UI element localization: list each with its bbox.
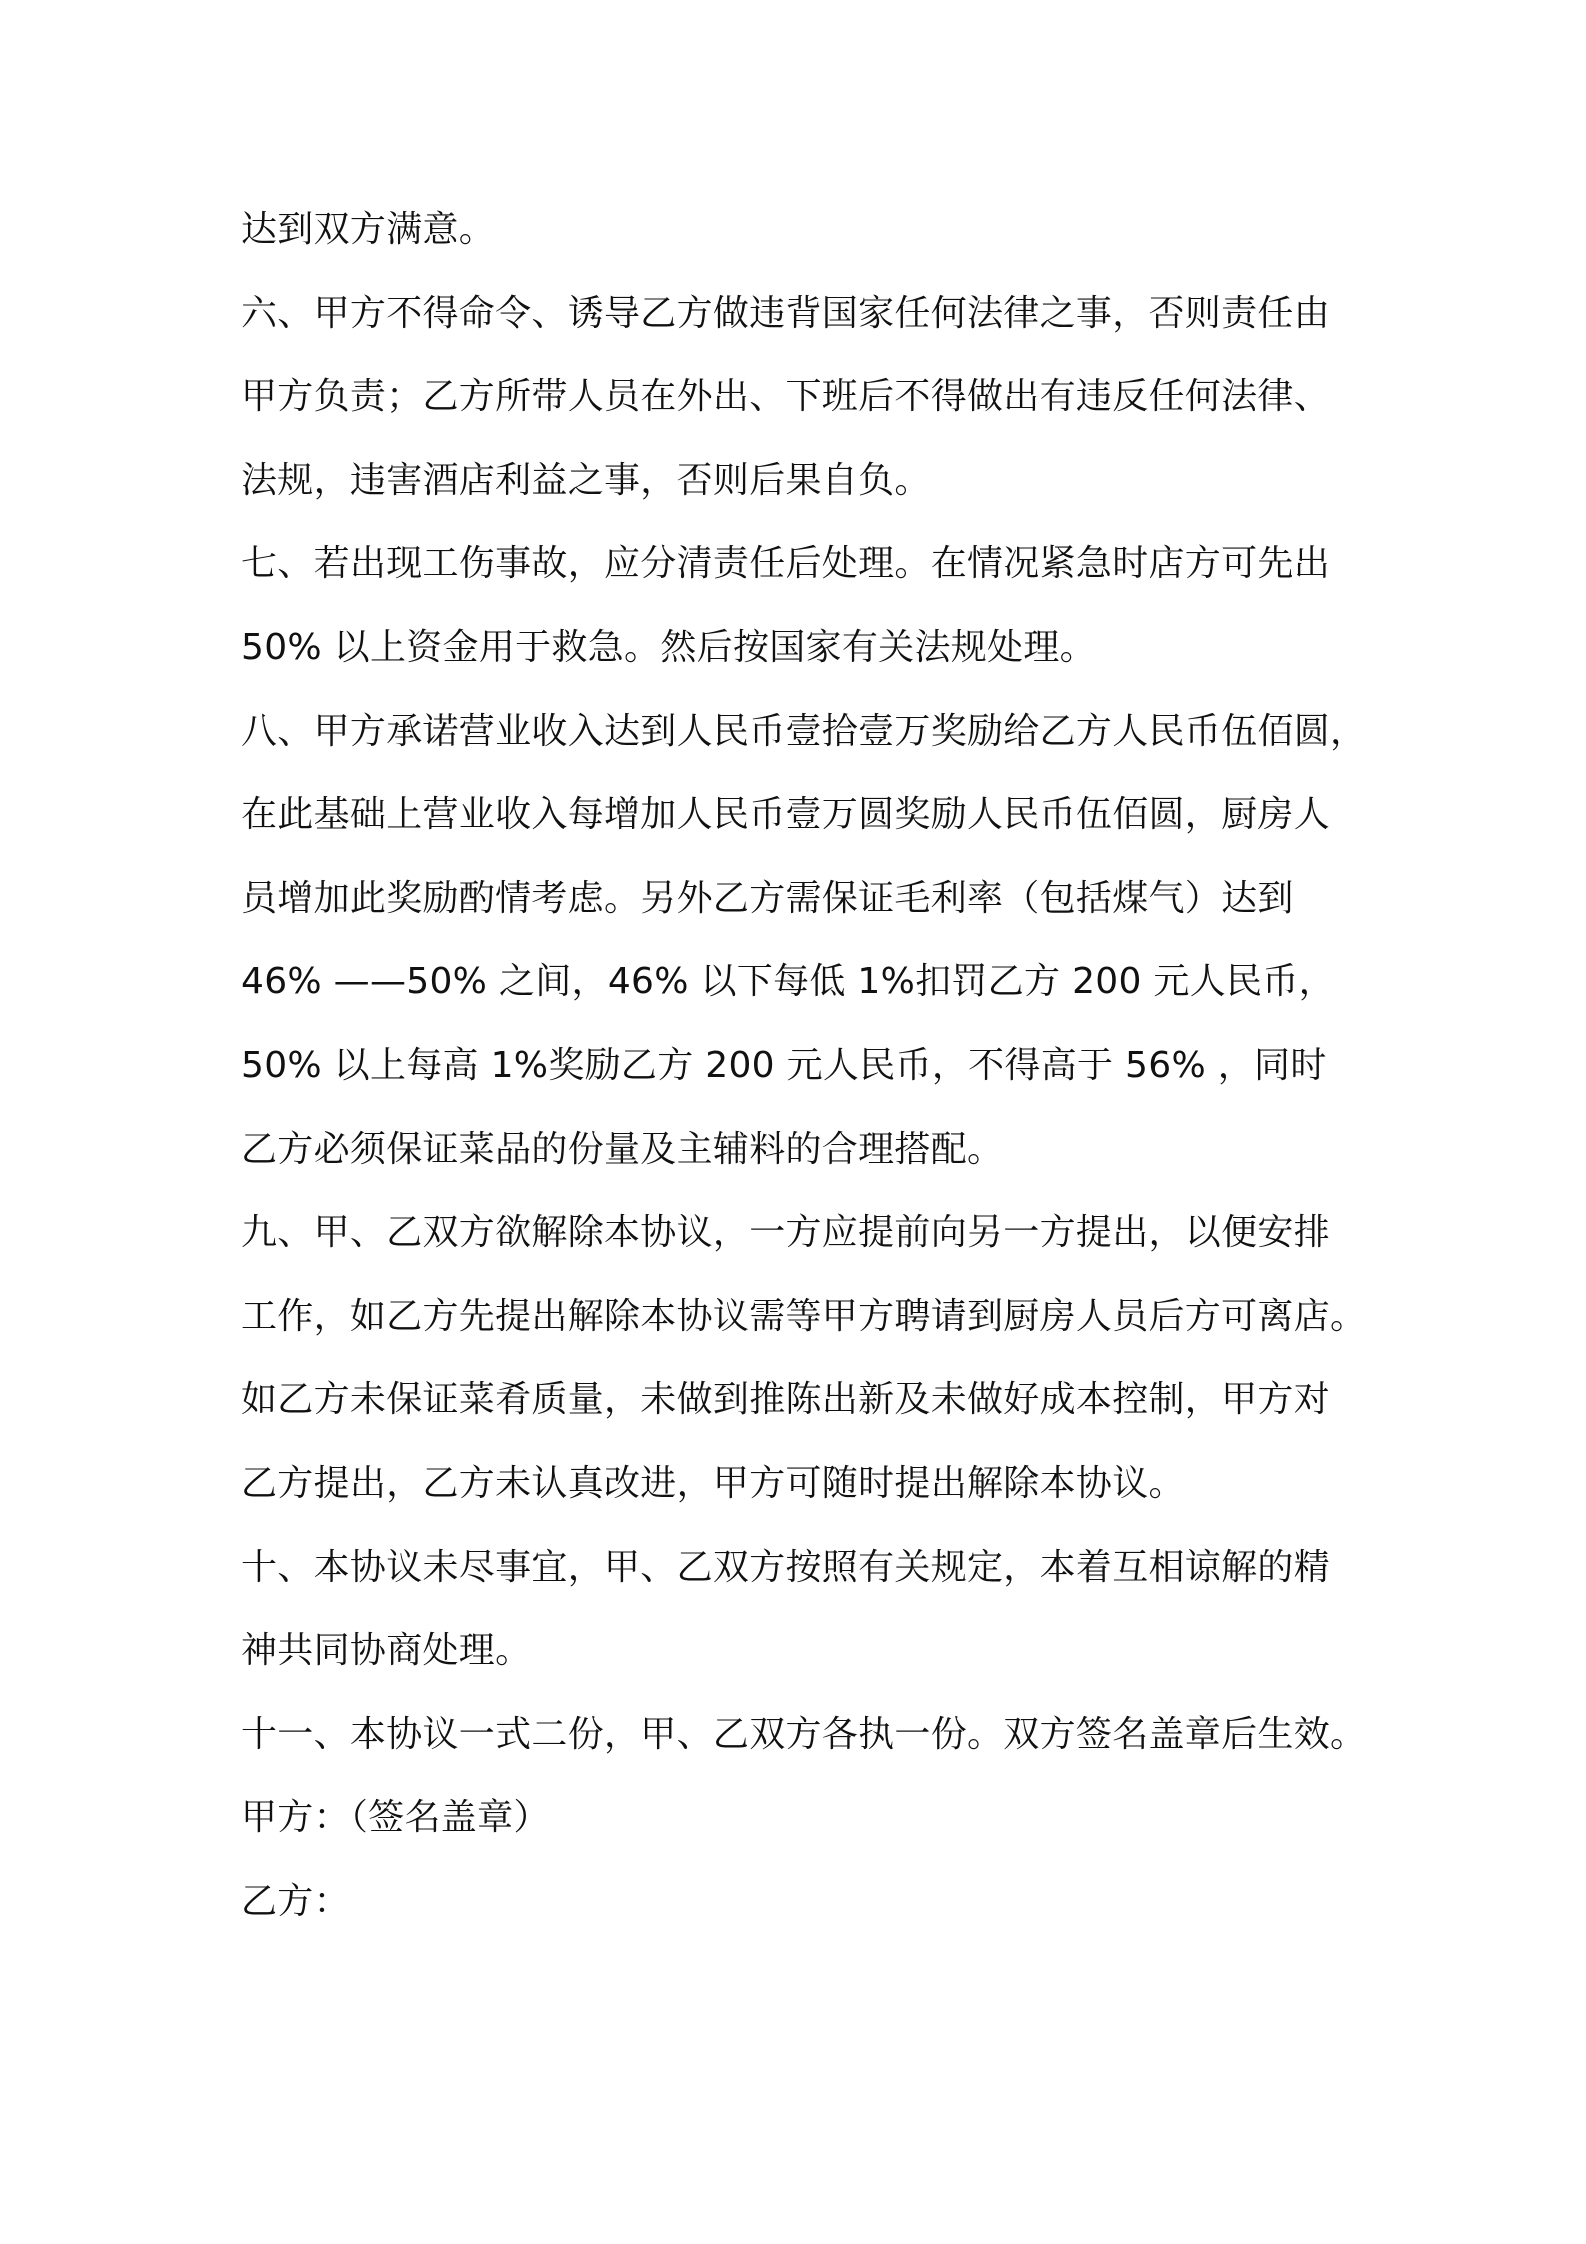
- clause-six-line-1: 六、甲方不得命令、诱导乙方做违背国家任何法律之事，否则责任由: [241, 292, 1331, 334]
- clause-eight-line-5: 50% 以上每高 1%奖励乙方 200 元人民币，不得高于 56% ，同时: [241, 1044, 1327, 1086]
- party-a-signature-line: 甲方：（签名盖章）: [241, 1797, 550, 1839]
- clause-ten-line-2: 神共同协商处理。: [241, 1630, 532, 1672]
- clause-eight-line-4: 46% ——50% 之间，46% 以下每低 1%扣罚乙方 200 元人民币，: [241, 961, 1335, 1003]
- clause-eight-line-1: 八、甲方承诺营业收入达到人民币壹拾壹万奖励给乙方人民币伍佰圆，: [241, 710, 1367, 752]
- clause-eight-line-2: 在此基础上营业收入每增加人民币壹万圆奖励人民币伍佰圆，厨房人: [241, 794, 1331, 836]
- clause-six-line-2: 甲方负责；乙方所带人员在外出、下班后不得做出有违反任何法律、: [241, 376, 1331, 418]
- clause-seven-line-2: 50% 以上资金用于救急。然后按国家有关法规处理。: [241, 626, 1096, 668]
- text-line: 达到双方满意。: [241, 209, 496, 250]
- clause-nine-line-1: 九、甲、乙双方欲解除本协议，一方应提前向另一方提出，以便安排: [241, 1212, 1331, 1254]
- clause-nine-line-4: 乙方提出，乙方未认真改进，甲方可随时提出解除本协议。: [241, 1462, 1185, 1504]
- clause-eleven-line: 十一、本协议一式二份，甲、乙双方各执一份。双方签名盖章后生效。: [241, 1713, 1367, 1755]
- clause-nine-line-3: 如乙方未保证菜肴质量，未做到推陈出新及未做好成本控制，甲方对: [241, 1379, 1331, 1421]
- clause-eight-line-6: 乙方必须保证菜品的份量及主辅料的合理搭配。: [241, 1128, 1004, 1170]
- clause-six-line-3: 法规，违害酒店利益之事，否则后果自负。: [241, 459, 931, 501]
- agreement-text: [241, 200, 1401, 1955]
- clause-seven-line-1: 七、若出现工伤事故，应分清责任后处理。在情况紧急时店方可先出: [241, 543, 1331, 585]
- clause-ten-line-1: 十、本协议未尽事宜，甲、乙双方按照有关规定，本着互相谅解的精: [241, 1546, 1331, 1588]
- clause-eight-line-3: 员增加此奖励酌情考虑。另外乙方需保证毛利率（包括煤气）达到: [241, 877, 1294, 919]
- party-b-signature-line: 乙方：: [241, 1880, 350, 1922]
- clause-nine-line-2: 工作，如乙方先提出解除本协议需等甲方聘请到厨房人员后方可离店。: [241, 1295, 1367, 1337]
